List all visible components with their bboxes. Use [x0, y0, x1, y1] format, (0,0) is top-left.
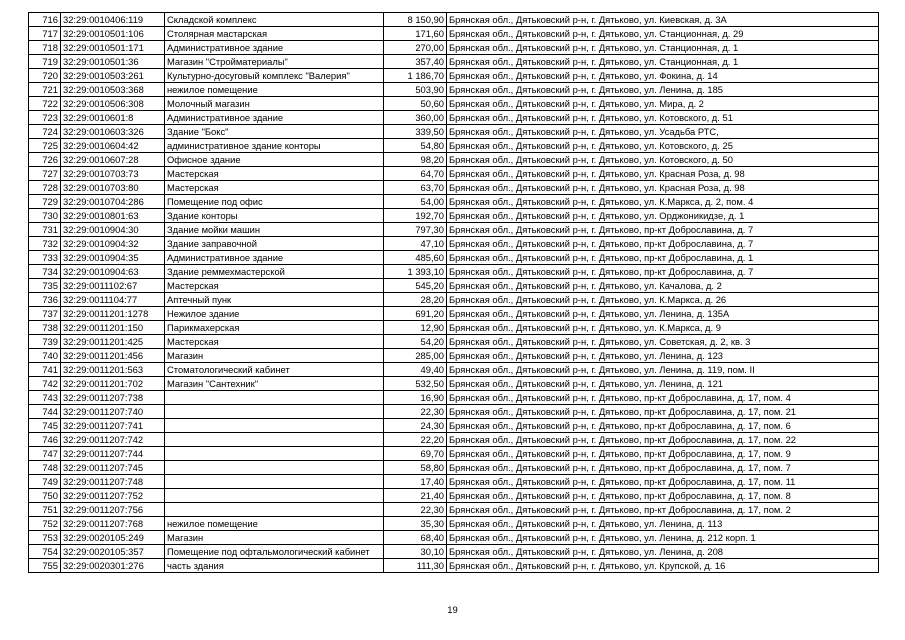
object-address: Брянская обл., Дятьковский р-н, г. Дятьково, пр-кт Доброславина, д. 17, пом. 7 — [447, 461, 879, 475]
row-number: 744 — [29, 405, 61, 419]
row-number: 732 — [29, 237, 61, 251]
row-number: 721 — [29, 83, 61, 97]
table-row — [29, 307, 879, 321]
object-address: Брянская обл., Дятьковский р-н, г. Дятьково, пр-кт Доброславина, д. 17, пом. 6 — [447, 419, 879, 433]
object-address: Брянская обл., Дятьковский р-н, г. Дятьково, ул. Усадьба РТС, — [447, 125, 879, 139]
object-name: Мастерская — [165, 335, 384, 349]
object-area: 8 150,90 — [384, 13, 447, 27]
object-name: Административное здание — [165, 41, 384, 55]
row-number: 716 — [29, 13, 61, 27]
table-row — [29, 153, 879, 167]
object-name — [165, 391, 384, 405]
object-area: 68,40 — [384, 531, 447, 545]
object-address: Брянская обл., Дятьковский р-н, г. Дятьково, ул. Ленина, д. 212 корп. 1 — [447, 531, 879, 545]
row-number: 727 — [29, 167, 61, 181]
object-name: Культурно-досуговый комплекс "Валерия" — [165, 69, 384, 83]
object-address: Брянская обл., Дятьковский р-н, г. Дятьково, пр-кт Доброславина, д. 7 — [447, 265, 879, 279]
table-row — [29, 321, 879, 335]
object-area: 28,20 — [384, 293, 447, 307]
object-name — [165, 419, 384, 433]
table-row — [29, 279, 879, 293]
object-name: Аптечный пунк — [165, 293, 384, 307]
object-name: Здание конторы — [165, 209, 384, 223]
row-number: 736 — [29, 293, 61, 307]
object-name: Помещение под офис — [165, 195, 384, 209]
object-address: Брянская обл., Дятьковский р-н, г. Дятьково, пр-кт Доброславина, д. 17, пом. 2 — [447, 503, 879, 517]
property-register-sheet — [28, 12, 878, 573]
object-area: 30,10 — [384, 545, 447, 559]
object-area: 17,40 — [384, 475, 447, 489]
object-name: Здание заправочной — [165, 237, 384, 251]
object-area: 171,60 — [384, 27, 447, 41]
table-row — [29, 363, 879, 377]
table-row — [29, 195, 879, 209]
row-number: 750 — [29, 489, 61, 503]
cadastral-number: 32:29:0011201:150 — [61, 321, 165, 335]
table-row — [29, 377, 879, 391]
row-number: 748 — [29, 461, 61, 475]
cadastral-number: 32:29:0010604:42 — [61, 139, 165, 153]
cadastral-number: 32:29:0010801:63 — [61, 209, 165, 223]
object-address: Брянская обл., Дятьковский р-н, г. Дятьково, пр-кт Доброславина, д. 7 — [447, 223, 879, 237]
page-number: 19 — [447, 605, 458, 616]
row-number: 729 — [29, 195, 61, 209]
object-name: Складской комплекс — [165, 13, 384, 27]
object-address: Брянская обл., Дятьковский р-н, г. Дятьково, пр-кт Доброславина, д. 17, пом. 22 — [447, 433, 879, 447]
object-name: Мастерская — [165, 167, 384, 181]
object-address: Брянская обл., Дятьковский р-н, г. Дятьково, пр-кт Доброславина, д. 7 — [447, 237, 879, 251]
table-row — [29, 559, 879, 573]
cadastral-number: 32:29:0011207:741 — [61, 419, 165, 433]
object-name — [165, 405, 384, 419]
object-address: Брянская обл., Дятьковский р-н, г. Дятьково, ул. Ленина, д. 121 — [447, 377, 879, 391]
row-number: 731 — [29, 223, 61, 237]
cadastral-number: 32:29:0010406:119 — [61, 13, 165, 27]
object-address: Брянская обл., Дятьковский р-н, г. Дятьково, ул. Станционная, д. 1 — [447, 55, 879, 69]
table-row — [29, 55, 879, 69]
table-row — [29, 83, 879, 97]
table-row — [29, 503, 879, 517]
object-address: Брянская обл., Дятьковский р-н, г. Дятьково, ул. Ленина, д. 185 — [447, 83, 879, 97]
object-area: 63,70 — [384, 181, 447, 195]
row-number: 745 — [29, 419, 61, 433]
object-area: 691,20 — [384, 307, 447, 321]
object-area: 532,50 — [384, 377, 447, 391]
object-name: Столярная мастарская — [165, 27, 384, 41]
row-number: 735 — [29, 279, 61, 293]
row-number: 741 — [29, 363, 61, 377]
row-number: 718 — [29, 41, 61, 55]
object-address: Брянская обл., Дятьковский р-н, г. Дятьково, ул. Ленина, д. 208 — [447, 545, 879, 559]
cadastral-number: 32:29:0011207:740 — [61, 405, 165, 419]
table-row — [29, 531, 879, 545]
table-row — [29, 517, 879, 531]
object-area: 1 393,10 — [384, 265, 447, 279]
cadastral-number: 32:29:0011207:756 — [61, 503, 165, 517]
cadastral-number: 32:29:0011201:456 — [61, 349, 165, 363]
row-number: 751 — [29, 503, 61, 517]
object-address: Брянская обл., Дятьковский р-н, г. Дятьково, ул. Ленина, д. 119, пом. II — [447, 363, 879, 377]
table-row — [29, 223, 879, 237]
object-address: Брянская обл., Дятьковский р-н, г. Дятьково, ул. Котовского, д. 50 — [447, 153, 879, 167]
row-number: 746 — [29, 433, 61, 447]
object-area: 270,00 — [384, 41, 447, 55]
row-number: 739 — [29, 335, 61, 349]
object-name: Мастерская — [165, 181, 384, 195]
cadastral-number: 32:29:0010703:73 — [61, 167, 165, 181]
row-number: 733 — [29, 251, 61, 265]
cadastral-number: 32:29:0011104:77 — [61, 293, 165, 307]
object-area: 54,80 — [384, 139, 447, 153]
object-name: Офисное здание — [165, 153, 384, 167]
cadastral-number: 32:29:0010503:368 — [61, 83, 165, 97]
table-row — [29, 433, 879, 447]
object-area: 22,20 — [384, 433, 447, 447]
object-address: Брянская обл., Дятьковский р-н, г. Дятьково, ул. Советская, д. 2, кв. 3 — [447, 335, 879, 349]
object-address: Брянская обл., Дятьковский р-н, г. Дятьково, пр-кт Доброславина, д. 1 — [447, 251, 879, 265]
cadastral-number: 32:29:0011201:702 — [61, 377, 165, 391]
cadastral-number: 32:29:0010904:30 — [61, 223, 165, 237]
object-area: 192,70 — [384, 209, 447, 223]
row-number: 717 — [29, 27, 61, 41]
table-row — [29, 391, 879, 405]
object-area: 360,00 — [384, 111, 447, 125]
object-name: административное здание конторы — [165, 139, 384, 153]
cadastral-number: 32:29:0010501:36 — [61, 55, 165, 69]
object-address: Брянская обл., Дятьковский р-н, г. Дятьково, пр-кт Доброславина, д. 17, пом. 8 — [447, 489, 879, 503]
object-name: Административное здание — [165, 111, 384, 125]
object-area: 47,10 — [384, 237, 447, 251]
object-name: Здание реммехмастерской — [165, 265, 384, 279]
object-area: 98,20 — [384, 153, 447, 167]
object-name: Нежилое здание — [165, 307, 384, 321]
table-row — [29, 209, 879, 223]
property-table-body — [29, 13, 879, 573]
object-area: 35,30 — [384, 517, 447, 531]
table-row — [29, 13, 879, 27]
row-number: 722 — [29, 97, 61, 111]
table-row — [29, 125, 879, 139]
cadastral-number: 32:29:0010904:63 — [61, 265, 165, 279]
object-address: Брянская обл., Дятьковский р-н, г. Дятьково, пр-кт Доброславина, д. 17, пом. 11 — [447, 475, 879, 489]
object-address: Брянская обл., Дятьковский р-н, г. Дятьково, ул. Качалова, д. 2 — [447, 279, 879, 293]
object-area: 797,30 — [384, 223, 447, 237]
object-name: Молочный магазин — [165, 97, 384, 111]
table-row — [29, 69, 879, 83]
object-area: 1 186,70 — [384, 69, 447, 83]
object-name: Здание "Бокс" — [165, 125, 384, 139]
object-name: Магазин — [165, 531, 384, 545]
object-address: Брянская обл., Дятьковский р-н, г. Дятьково, ул. Ленина, д. 123 — [447, 349, 879, 363]
table-row — [29, 181, 879, 195]
object-address: Брянская обл., Дятьковский р-н, г. Дятьково, ул. К.Маркса, д. 2, пом. 4 — [447, 195, 879, 209]
table-row — [29, 293, 879, 307]
object-name: Парикмахерская — [165, 321, 384, 335]
object-address: Брянская обл., Дятьковский р-н, г. Дятьково, ул. К.Маркса, д. 9 — [447, 321, 879, 335]
table-row — [29, 419, 879, 433]
object-name: Здание мойки машин — [165, 223, 384, 237]
row-number: 730 — [29, 209, 61, 223]
object-address: Брянская обл., Дятьковский р-н, г. Дятьково, ул. Орджоникидзе, д. 1 — [447, 209, 879, 223]
cadastral-number: 32:29:0020301:276 — [61, 559, 165, 573]
row-number: 749 — [29, 475, 61, 489]
row-number: 737 — [29, 307, 61, 321]
object-area: 12,90 — [384, 321, 447, 335]
table-row — [29, 461, 879, 475]
table-row — [29, 265, 879, 279]
cadastral-number: 32:29:0010506:308 — [61, 97, 165, 111]
cadastral-number: 32:29:0010603:326 — [61, 125, 165, 139]
object-name: Мастерская — [165, 279, 384, 293]
object-address: Брянская обл., Дятьковский р-н, г. Дятьково, ул. Красная Роза, д. 98 — [447, 167, 879, 181]
object-address: Брянская обл., Дятьковский р-н, г. Дятьково, пр-кт Доброславина, д. 17, пом. 4 — [447, 391, 879, 405]
row-number: 719 — [29, 55, 61, 69]
cadastral-number: 32:29:0020105:357 — [61, 545, 165, 559]
object-area: 54,20 — [384, 335, 447, 349]
object-address: Брянская обл., Дятьковский р-н, г. Дятьково, ул. Станционная, д. 29 — [447, 27, 879, 41]
object-area: 24,30 — [384, 419, 447, 433]
table-row — [29, 237, 879, 251]
row-number: 747 — [29, 447, 61, 461]
object-address: Брянская обл., Дятьковский р-н, г. Дятьково, ул. Ленина, д. 113 — [447, 517, 879, 531]
cadastral-number: 32:29:0011102:67 — [61, 279, 165, 293]
object-area: 339,50 — [384, 125, 447, 139]
table-row — [29, 167, 879, 181]
object-area: 485,60 — [384, 251, 447, 265]
row-number: 753 — [29, 531, 61, 545]
row-number: 755 — [29, 559, 61, 573]
table-row — [29, 27, 879, 41]
table-row — [29, 41, 879, 55]
cadastral-number: 32:29:0011207:738 — [61, 391, 165, 405]
object-name: нежилое помещение — [165, 517, 384, 531]
object-area: 111,30 — [384, 559, 447, 573]
row-number: 724 — [29, 125, 61, 139]
row-number: 723 — [29, 111, 61, 125]
table-row — [29, 111, 879, 125]
object-area: 285,00 — [384, 349, 447, 363]
object-area: 22,30 — [384, 405, 447, 419]
object-area: 50,60 — [384, 97, 447, 111]
property-table — [28, 12, 879, 573]
table-row — [29, 251, 879, 265]
cadastral-number: 32:29:0010501:171 — [61, 41, 165, 55]
cadastral-number: 32:29:0010503:261 — [61, 69, 165, 83]
table-row — [29, 489, 879, 503]
object-name: Помещение под офтальмологический кабинет — [165, 545, 384, 559]
row-number: 720 — [29, 69, 61, 83]
object-area: 22,30 — [384, 503, 447, 517]
object-address: Брянская обл., Дятьковский р-н, г. Дятьково, ул. Крупской, д. 16 — [447, 559, 879, 573]
cadastral-number: 32:29:0011201:563 — [61, 363, 165, 377]
row-number: 754 — [29, 545, 61, 559]
row-number: 752 — [29, 517, 61, 531]
object-address: Брянская обл., Дятьковский р-н, г. Дятьково, ул. Фокина, д. 14 — [447, 69, 879, 83]
object-area: 49,40 — [384, 363, 447, 377]
cadastral-number: 32:29:0010904:35 — [61, 251, 165, 265]
row-number: 738 — [29, 321, 61, 335]
cadastral-number: 32:29:0011201:425 — [61, 335, 165, 349]
cadastral-number: 32:29:0010704:286 — [61, 195, 165, 209]
object-name: Магазин "Стройматериалы" — [165, 55, 384, 69]
table-row — [29, 405, 879, 419]
table-row — [29, 335, 879, 349]
object-name: Магазин — [165, 349, 384, 363]
object-area: 503,90 — [384, 83, 447, 97]
object-address: Брянская обл., Дятьковский р-н, г. Дятьково, пр-кт Доброславина, д. 17, пом. 9 — [447, 447, 879, 461]
cadastral-number: 32:29:0010703:80 — [61, 181, 165, 195]
table-row — [29, 447, 879, 461]
object-name: Магазин "Сантехник" — [165, 377, 384, 391]
object-name — [165, 489, 384, 503]
object-name — [165, 503, 384, 517]
object-address: Брянская обл., Дятьковский р-н, г. Дятьково, ул. Киевская, д. 3А — [447, 13, 879, 27]
cadastral-number: 32:29:0010501:106 — [61, 27, 165, 41]
row-number: 725 — [29, 139, 61, 153]
object-address: Брянская обл., Дятьковский р-н, г. Дятьково, ул. Станционная, д. 1 — [447, 41, 879, 55]
cadastral-number: 32:29:0011207:744 — [61, 447, 165, 461]
cadastral-number: 32:29:0011201:1278 — [61, 307, 165, 321]
row-number: 726 — [29, 153, 61, 167]
object-area: 69,70 — [384, 447, 447, 461]
object-area: 21,40 — [384, 489, 447, 503]
cadastral-number: 32:29:0020105:249 — [61, 531, 165, 545]
cadastral-number: 32:29:0010904:32 — [61, 237, 165, 251]
table-row — [29, 349, 879, 363]
object-area: 357,40 — [384, 55, 447, 69]
object-address: Брянская обл., Дятьковский р-н, г. Дятьково, ул. Котовского, д. 51 — [447, 111, 879, 125]
object-name: нежилое помещение — [165, 83, 384, 97]
object-name: Административное здание — [165, 251, 384, 265]
object-name — [165, 475, 384, 489]
object-name: Стоматологический кабинет — [165, 363, 384, 377]
row-number: 734 — [29, 265, 61, 279]
table-row — [29, 475, 879, 489]
object-area: 545,20 — [384, 279, 447, 293]
row-number: 740 — [29, 349, 61, 363]
object-address: Брянская обл., Дятьковский р-н, г. Дятьково, ул. Ленина, д. 135А — [447, 307, 879, 321]
object-address: Брянская обл., Дятьковский р-н, г. Дятьково, ул. Мира, д. 2 — [447, 97, 879, 111]
object-name — [165, 461, 384, 475]
cadastral-number: 32:29:0011207:748 — [61, 475, 165, 489]
row-number: 742 — [29, 377, 61, 391]
object-area: 58,80 — [384, 461, 447, 475]
cadastral-number: 32:29:0011207:752 — [61, 489, 165, 503]
cadastral-number: 32:29:0010607:28 — [61, 153, 165, 167]
cadastral-number: 32:29:0010601:8 — [61, 111, 165, 125]
object-area: 64,70 — [384, 167, 447, 181]
object-address: Брянская обл., Дятьковский р-н, г. Дятьково, ул. К.Маркса, д. 26 — [447, 293, 879, 307]
table-row — [29, 139, 879, 153]
object-area: 54,00 — [384, 195, 447, 209]
row-number: 728 — [29, 181, 61, 195]
object-address: Брянская обл., Дятьковский р-н, г. Дятьково, ул. Котовского, д. 25 — [447, 139, 879, 153]
table-row — [29, 97, 879, 111]
object-name: часть здания — [165, 559, 384, 573]
cadastral-number: 32:29:0011207:742 — [61, 433, 165, 447]
object-name — [165, 433, 384, 447]
object-address: Брянская обл., Дятьковский р-н, г. Дятьково, ул. Красная Роза, д. 98 — [447, 181, 879, 195]
object-area: 16,90 — [384, 391, 447, 405]
cadastral-number: 32:29:0011207:745 — [61, 461, 165, 475]
object-address: Брянская обл., Дятьковский р-н, г. Дятьково, пр-кт Доброславина, д. 17, пом. 21 — [447, 405, 879, 419]
table-row — [29, 545, 879, 559]
cadastral-number: 32:29:0011207:768 — [61, 517, 165, 531]
row-number: 743 — [29, 391, 61, 405]
object-name — [165, 447, 384, 461]
